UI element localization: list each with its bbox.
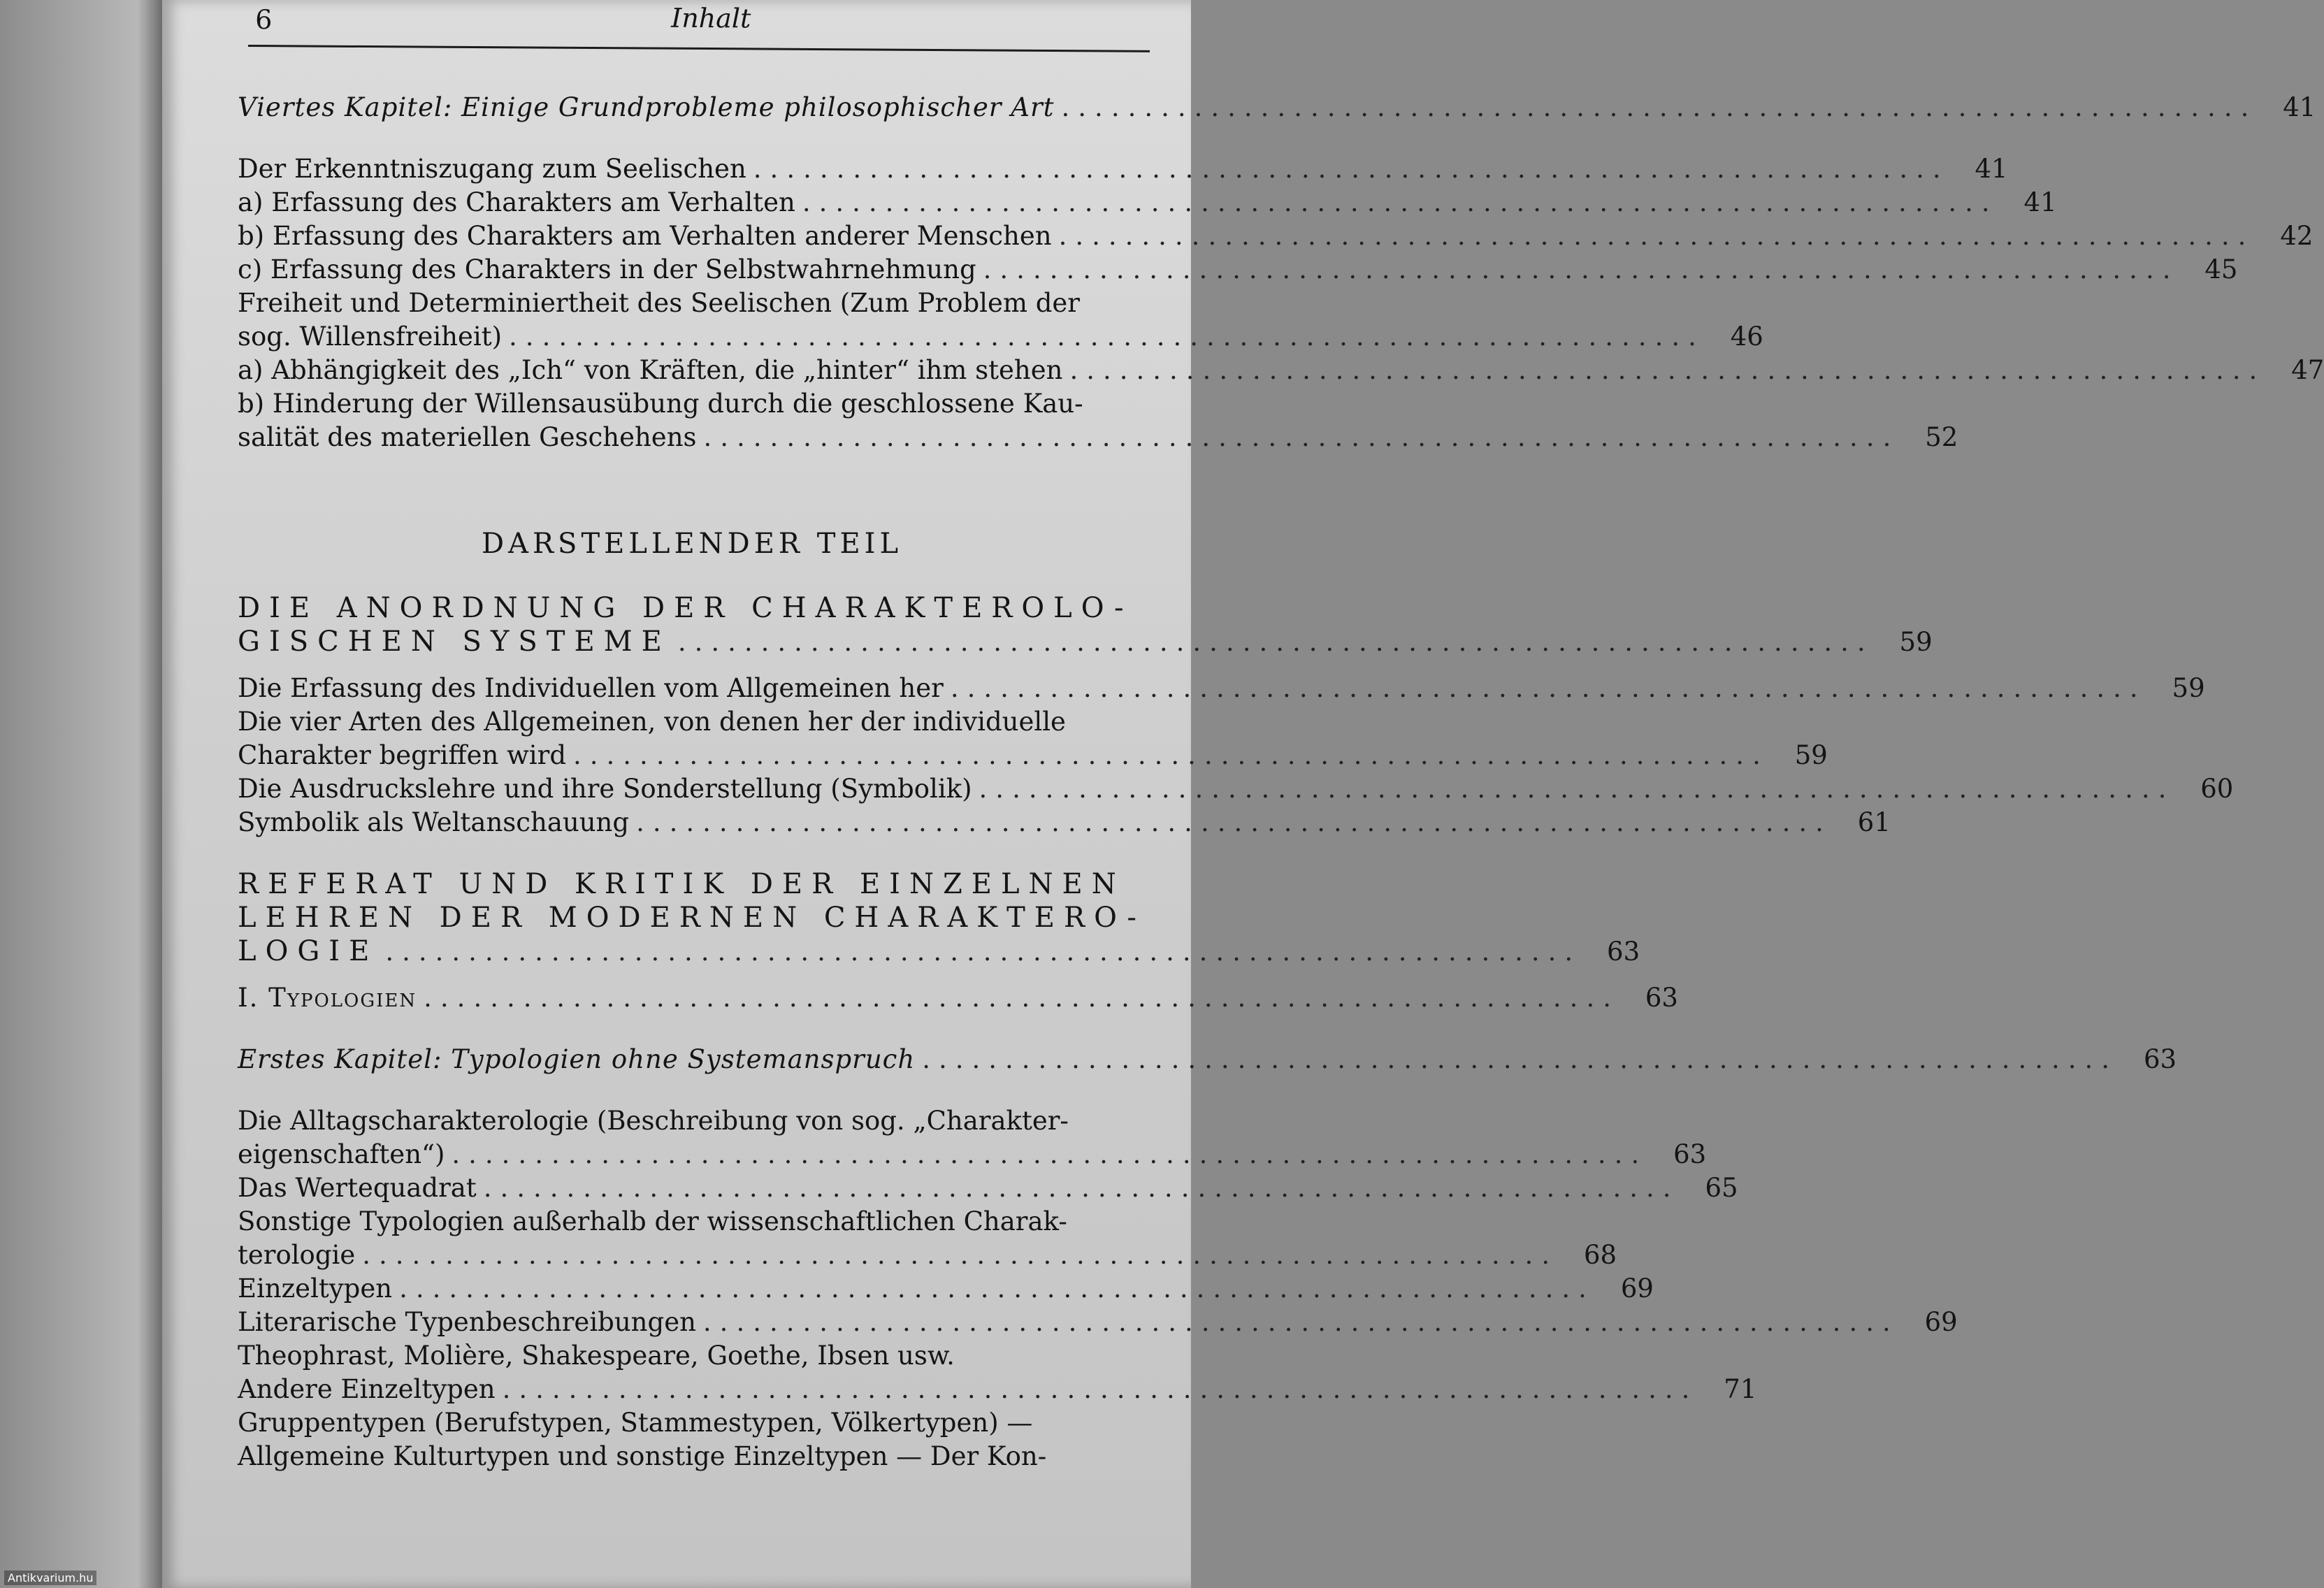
toc-entry-text: Viertes Kapitel: Einige Grundprobleme philosophischer Art	[238, 92, 1055, 122]
toc-chapter-4	[238, 91, 2316, 124]
toc-entry-text: a) Erfassung des Charakters am Verhalten	[238, 187, 795, 217]
leader-dots: ........................................................................	[1058, 221, 2255, 251]
toc-entry-line: Theophrast, Molière, Shakespeare, Goethe, Ibsen usw.	[238, 1341, 955, 1371]
leader-dots: ........................................................................	[452, 1139, 1648, 1169]
toc-entry-line: Die vier Arten des Allgemeinen, von denen her der individuelle	[238, 707, 1066, 737]
toc-page-number: 60	[2200, 774, 2234, 804]
toc-page-number: 63	[1673, 1139, 1707, 1169]
toc-entry	[238, 186, 2057, 219]
toc-page-number: 42	[2280, 221, 2314, 251]
header-page-number: 6	[255, 4, 273, 36]
leader-dots: ........................................................................	[802, 187, 1998, 217]
leader-dots: ........................................................................	[677, 627, 1874, 657]
toc-page-number: 69	[1620, 1273, 1654, 1304]
toc-chapter-1	[238, 1043, 2177, 1076]
leader-dots: ........................................................................	[636, 807, 1832, 837]
leader-dots: ........................................................................	[362, 1240, 1559, 1270]
leader-dots: ........................................................................	[753, 154, 1949, 184]
toc-entry-text: b) Erfassung des Charakters am Verhalten anderer Menschen	[238, 221, 1052, 251]
toc-section-heading	[238, 625, 1933, 659]
toc-entry-text: Die Erfassung des Individuellen vom Allgemeinen her	[238, 673, 944, 703]
toc-entry-text: a) Abhängigkeit des „Ich“ von Kräften, die „hinter“ ihm stehen	[238, 355, 1063, 385]
toc-entry	[238, 672, 2205, 705]
toc-entry-text: Einzeltypen	[238, 1273, 393, 1304]
toc-page-number: 63	[2143, 1044, 2177, 1074]
leader-dots: ........................................................................	[979, 774, 2175, 804]
toc-page-number: 65	[1705, 1173, 1738, 1203]
book-spine-background	[0, 0, 162, 1588]
toc-page-number: 47	[2291, 355, 2324, 385]
toc-entry-text: LOGIE	[238, 935, 379, 967]
toc-page-number: 71	[1724, 1374, 1757, 1404]
leader-dots: ........................................................................	[702, 1307, 1899, 1337]
leader-dots: ........................................................................	[983, 254, 2179, 284]
watermark-text: Antikvarium.hu	[4, 1571, 96, 1585]
leader-dots: ........................................................................	[1069, 355, 2266, 385]
toc-entry-text: terologie	[238, 1240, 356, 1270]
toc-entry-text: Symbolik als Weltanschauung	[238, 807, 630, 837]
leader-dots: ........................................................................	[483, 1173, 1680, 1203]
leader-dots: ........................................................................	[385, 937, 1582, 967]
toc-page-number: 41	[2023, 187, 2057, 217]
table-of-contents	[238, 91, 2324, 1473]
toc-entry	[238, 1306, 1958, 1339]
running-header	[248, 0, 1150, 52]
leader-dots: ........................................................................	[509, 322, 1705, 352]
toc-entry	[238, 1239, 1617, 1272]
toc-entry-line: Gruppentypen (Berufstypen, Stammestypen, Völkertypen) —	[238, 1408, 1033, 1438]
toc-entry-line: b) Hinderung der Willensausübung durch die geschlossene Kau-	[238, 389, 1083, 419]
toc-entry-text: c) Erfassung des Charakters in der Selbstwahrnehmung	[238, 254, 976, 284]
toc-entry	[238, 1272, 1654, 1306]
leader-dots: ........................................................................	[502, 1374, 1698, 1404]
leader-dots: ........................................................................	[424, 983, 1619, 1013]
part-title: DARSTELLENDER TEIL	[481, 528, 903, 560]
toc-page-number: 63	[1607, 937, 1640, 967]
toc-entry-line: Freiheit und Determiniertheit des Seelischen (Zum Problem der	[238, 288, 1080, 318]
toc-entry	[238, 219, 2314, 253]
toc-page-number: 61	[1857, 807, 1891, 837]
section-heading-line: DIE ANORDNUNG DER CHARAKTEROLO-	[238, 592, 1133, 624]
toc-entry	[238, 1138, 1707, 1171]
toc-page-number: 46	[1730, 322, 1763, 352]
toc-entry-text: Literarische Typenbeschreibungen	[238, 1307, 696, 1337]
toc-page-number: 63	[1645, 983, 1678, 1013]
toc-entry	[238, 253, 2238, 287]
toc-entry	[238, 981, 1678, 1015]
toc-entry-line: Sonstige Typologien außerhalb der wissenschaftlichen Charak-	[238, 1206, 1067, 1236]
leader-dots: ........................................................................	[950, 673, 2146, 703]
toc-entry-text: Der Erkenntniszugang zum Seelischen	[238, 154, 746, 184]
toc-section-heading	[238, 934, 1640, 969]
toc-entry-text: I. Typologien	[238, 983, 417, 1013]
toc-page-number: 41	[1975, 154, 2008, 184]
section-heading-line: REFERAT UND KRITIK DER EINZELNEN	[238, 868, 1125, 900]
toc-page-number: 52	[1925, 422, 1958, 452]
toc-entry-line: Allgemeine Kulturtypen und sonstige Einzeltypen — Der Kon-	[238, 1441, 1047, 1471]
toc-entry-line: Die Alltagscharakterologie (Beschreibung von sog. „Charakter-	[238, 1106, 1069, 1136]
toc-entry-text: Charakter begriffen wird	[238, 740, 567, 770]
toc-page-number: 59	[2172, 673, 2205, 703]
toc-page-number: 45	[2204, 254, 2238, 284]
header-title: Inhalt	[671, 2, 751, 34]
toc-entry-text: Erstes Kapitel: Typologien ohne Systemanspruch	[238, 1044, 916, 1074]
leader-dots: ........................................................................	[703, 422, 1900, 452]
toc-entry-text: GISCHEN SYSTEME	[238, 626, 671, 658]
toc-page-number: 69	[1924, 1307, 1958, 1337]
toc-entry	[238, 806, 1891, 839]
leader-dots: ........................................................................	[573, 740, 1769, 770]
toc-entry-text: eigenschaften“)	[238, 1139, 445, 1169]
toc-entry-text: Andere Einzeltypen	[238, 1374, 496, 1404]
toc-page-number: 41	[2283, 92, 2316, 122]
toc-entry	[238, 739, 1828, 772]
toc-entry-text: sog. Willensfreiheit)	[238, 322, 503, 352]
toc-entry	[238, 772, 2234, 806]
toc-page-number: 59	[1899, 627, 1933, 657]
toc-entry-text: Die Ausdruckslehre und ihre Sonderstellung (Symbolik)	[238, 774, 972, 804]
leader-dots: ........................................................................	[1061, 92, 2258, 122]
section-heading-line: LEHREN DER MODERNEN CHARAKTERO-	[238, 902, 1146, 934]
leader-dots: ........................................................................	[399, 1273, 1595, 1304]
toc-entry	[238, 354, 2324, 387]
toc-page-number: 59	[1794, 740, 1828, 770]
toc-page-number: 68	[1583, 1240, 1617, 1270]
toc-entry-text: Das Wertequadrat	[238, 1173, 477, 1203]
leader-dots: ........................................................................	[922, 1044, 2119, 1074]
toc-entry	[238, 1171, 1738, 1205]
toc-entry	[238, 421, 1958, 454]
toc-entry-text: salität des materiellen Geschehens	[238, 422, 697, 452]
toc-entry	[238, 1373, 1757, 1406]
toc-entry	[238, 320, 1763, 354]
toc-entry	[238, 152, 2008, 186]
